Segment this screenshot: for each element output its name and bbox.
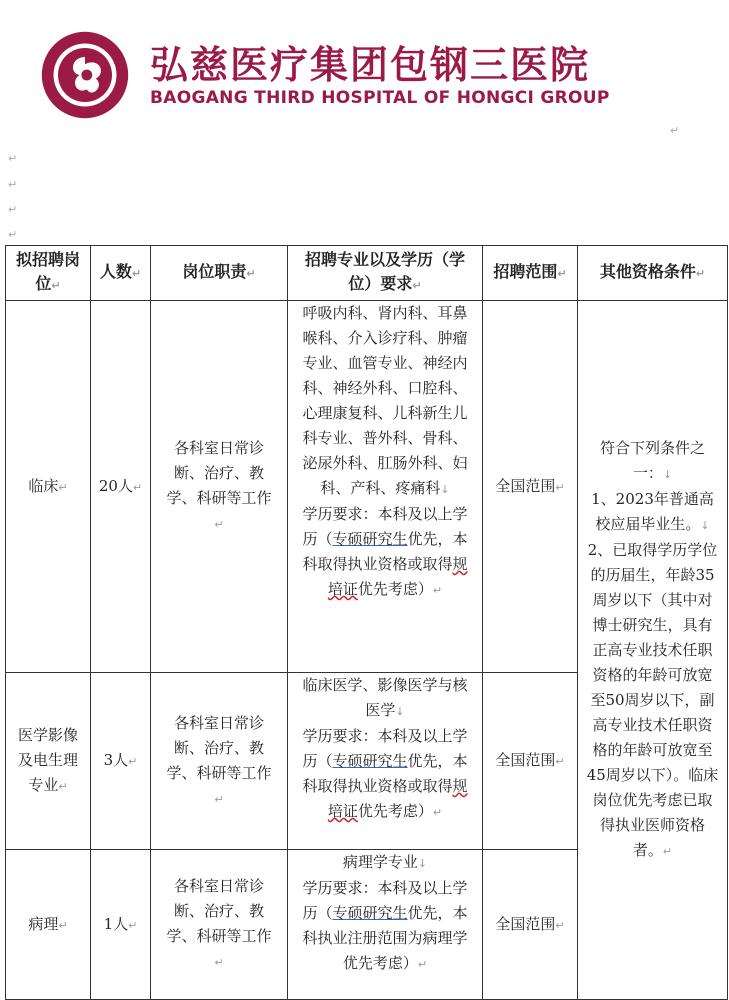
- paragraph-mark: ↵: [8, 152, 18, 165]
- table-header-row: [6, 246, 728, 301]
- cell-requirements: [288, 673, 483, 850]
- header-count: 人数↵: [91, 246, 151, 301]
- cell-count: 20人↵: [91, 301, 151, 673]
- table-row: [6, 301, 728, 673]
- majors-text: 呼吸内科、肾内科、耳鼻喉科、介入诊疗科、肿瘤专业、血管专业、神经内科、神经外科、口腔科、心理康复科、儿科新生儿科专业、普外科、骨科、泌尿外科、肛肠外科、妇科、产科、疼痛科↓: [302, 304, 468, 497]
- cell-scope: 全国范围↵: [483, 850, 578, 1000]
- cell-scope: 全国范围↵: [483, 301, 578, 673]
- cell-position: 临床↵: [6, 301, 91, 673]
- education-text: 学历要求：本科及以上学历（专硕研究生优先，本科取得执业资格或取得规培证优先考虑）↵: [302, 505, 468, 598]
- hospital-name-cn: 弘慈医疗集团包钢三医院: [150, 43, 591, 87]
- paragraph-mark: ↵: [8, 228, 18, 241]
- education-text: 学历要求：本科及以上学历（专硕研究生优先，本科取得执业资格或取得规培证优先考虑）↵: [302, 727, 468, 820]
- cell-position: 病理↵: [6, 850, 91, 1000]
- cell-count: 1人↵: [91, 850, 151, 1000]
- paragraph-mark: ↵: [670, 124, 680, 137]
- cell-count: 3人↵: [91, 673, 151, 850]
- cell-position: 医学影像及电生理专业↵: [6, 673, 91, 850]
- conditions-intro: 符合下列条件之一：↓: [599, 439, 705, 482]
- condition-item-1: 1、2023年普通高校应届毕业生。↓: [591, 490, 714, 533]
- cell-duty: 各科室日常诊断、治疗、教学、科研等工作↵: [151, 850, 288, 1000]
- cell-requirements: [288, 301, 483, 673]
- header-duty: 岗位职责↵: [151, 246, 288, 301]
- paragraph-mark: ↵: [8, 203, 18, 216]
- hospital-logo: [40, 30, 130, 120]
- header-position: 拟招聘岗位↵: [6, 246, 91, 301]
- cell-duty: 各科室日常诊断、治疗、教学、科研等工作↵: [151, 301, 288, 673]
- header-scope: 招聘范围↵: [483, 246, 578, 301]
- condition-item-2: 2、已取得学历学位的历届生，年龄35周岁以下（其中对博士研究生，具有正高专业技术任职资格的年龄可放宽至50周岁以下，副高专业技术任职资格的年龄可放宽至45周岁以下）。临床岗位优先考虑已取得执业医师资格者。↵: [586, 541, 719, 859]
- majors-text: 临床医学、影像医学与核医学↓: [302, 676, 468, 719]
- cell-requirements: [288, 850, 483, 1000]
- document-header: [40, 28, 640, 118]
- hospital-name-en: BAOGANG THIRD HOSPITAL OF HONGCI GROUP: [150, 88, 610, 108]
- header-other-conditions: 其他资格条件↵: [578, 246, 728, 301]
- majors-text: 病理学专业↓: [342, 853, 428, 871]
- education-text: 学历要求：本科及以上学历（专硕研究生优先，本科执业注册范围为病理学优先考虑）↵: [302, 879, 468, 972]
- cell-other-conditions: [578, 301, 728, 1000]
- paragraph-mark: ↵: [8, 178, 18, 191]
- cell-duty: 各科室日常诊断、治疗、教学、科研等工作↵: [151, 673, 288, 850]
- cell-scope: 全国范围↵: [483, 673, 578, 850]
- recruitment-table: [5, 245, 728, 1000]
- header-requirements: 招聘专业以及学历（学位）要求↵: [288, 246, 483, 301]
